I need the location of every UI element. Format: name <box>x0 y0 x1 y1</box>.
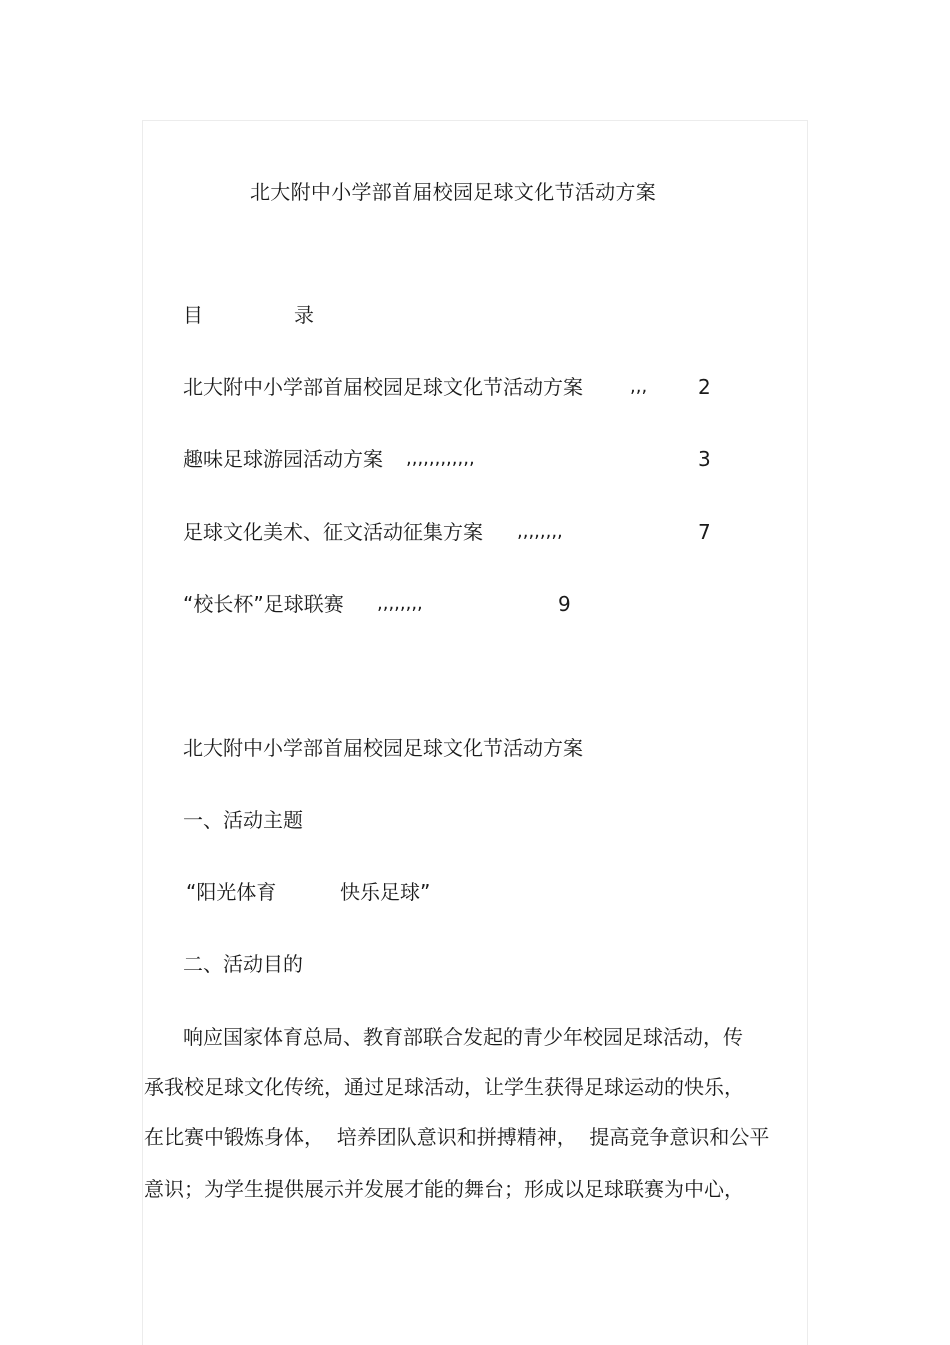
paragraph-line: 意识；为学生提供展示并发展才能的舞台；形成以足球联赛为中心， <box>144 1177 744 1201</box>
toc-entry-page[interactable]: 3 <box>698 447 711 471</box>
section-title: 北大附中小学部首届校园足球文化节活动方案 <box>183 736 583 760</box>
page-frame <box>142 120 808 1345</box>
paragraph-line: 承我校足球文化传统，通过足球活动，让学生获得足球运动的快乐， <box>144 1075 744 1099</box>
slogan-part-2: 快乐足球” <box>340 880 431 904</box>
slogan-part-1: “阳光体育 <box>186 880 277 904</box>
toc-entry-dots: ,,, <box>630 376 648 397</box>
toc-entry-dots: ,,,,,,,, <box>517 521 563 542</box>
toc-entry-dots: ,,,,,,,, <box>377 593 423 614</box>
toc-entry-label[interactable]: “校长杯”足球联赛 <box>183 592 344 616</box>
toc-entry-label[interactable]: 趣味足球游园活动方案 <box>183 447 383 471</box>
paragraph-line: 在比赛中锻炼身体， 培养团队意识和拼搏精神， 提高竞争意识和公平 <box>144 1125 770 1149</box>
toc-entry-page[interactable]: 9 <box>558 592 571 616</box>
toc-entry-page[interactable]: 7 <box>698 520 711 544</box>
toc-heading-left: 目 <box>183 303 203 327</box>
toc-entry-page[interactable]: 2 <box>698 375 711 399</box>
paragraph-line: 响应国家体育总局、教育部联合发起的青少年校园足球活动，传 <box>183 1025 743 1049</box>
toc-entry-label[interactable]: 足球文化美术、征文活动征集方案 <box>183 520 483 544</box>
heading-activity-theme: 一、活动主题 <box>183 808 303 832</box>
toc-entry-label[interactable]: 北大附中小学部首届校园足球文化节活动方案 <box>183 375 583 399</box>
toc-entry-dots: ,,,,,,,,,,,, <box>406 448 475 469</box>
toc-heading-right: 录 <box>294 303 314 327</box>
document-title: 北大附中小学部首届校园足球文化节活动方案 <box>250 180 656 204</box>
heading-activity-purpose: 二、活动目的 <box>183 952 303 976</box>
